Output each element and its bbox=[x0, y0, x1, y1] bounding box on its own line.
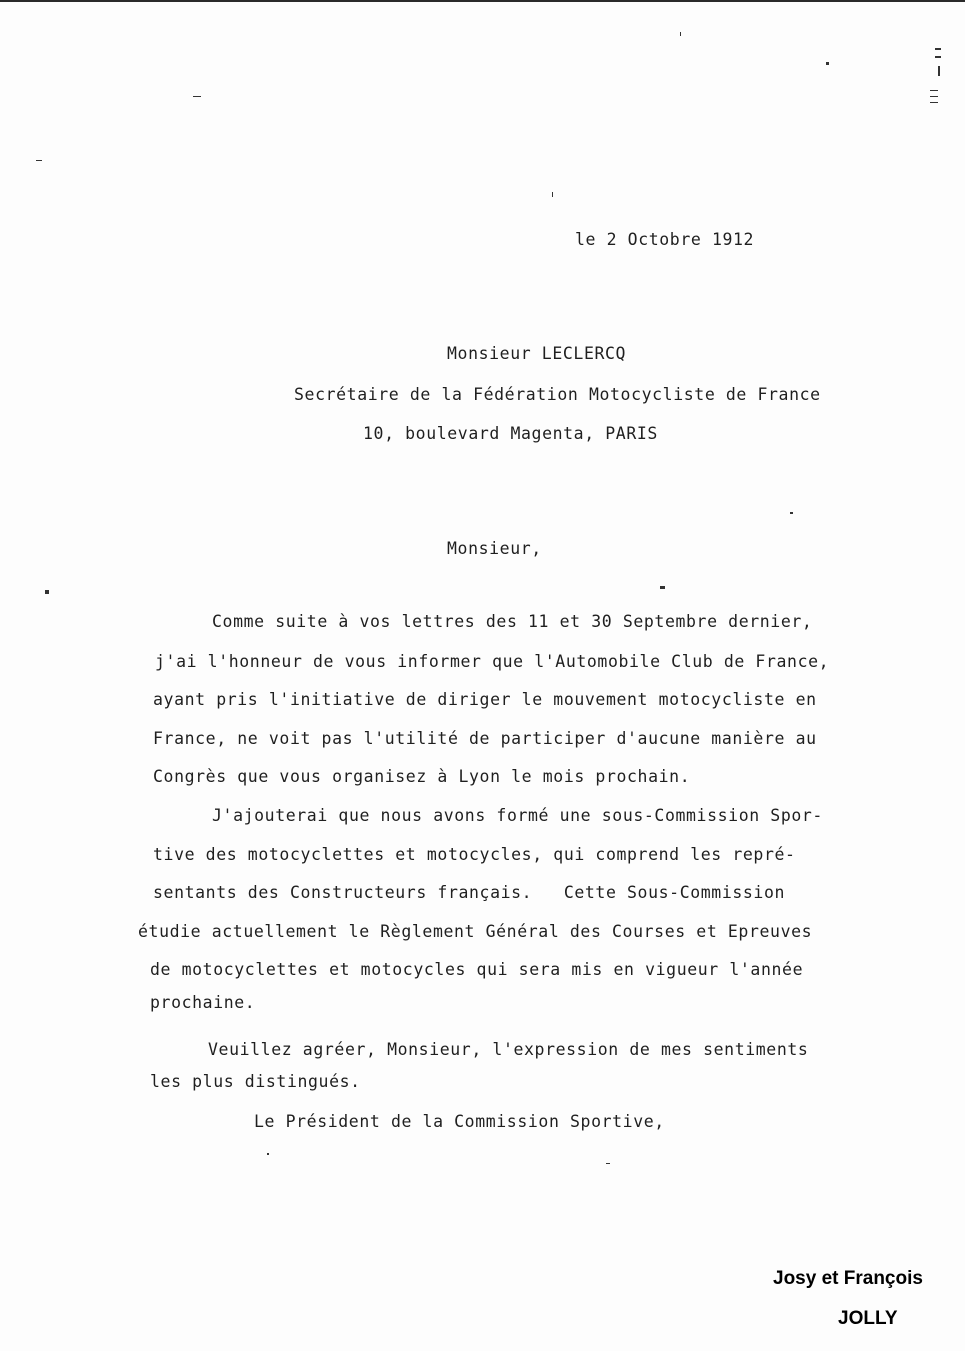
body-line: j'ai l'honneur de vous informer que l'Automobile Club de France, bbox=[155, 652, 830, 671]
scan-speck bbox=[935, 56, 941, 58]
body-line: France, ne voit pas l'utilité de participer d'aucune manière au bbox=[153, 729, 817, 748]
scan-speck bbox=[660, 586, 665, 589]
scan-speck bbox=[790, 512, 793, 514]
recipient-name: Monsieur LECLERCQ bbox=[447, 344, 627, 363]
scan-speck bbox=[267, 1153, 269, 1155]
scan-speck bbox=[930, 90, 938, 91]
scan-speck bbox=[938, 66, 940, 76]
scan-speck bbox=[36, 160, 42, 161]
scan-speck bbox=[552, 192, 553, 197]
scan-speck bbox=[193, 96, 201, 97]
scan-speck bbox=[930, 96, 938, 97]
scan-speck bbox=[935, 48, 941, 50]
body-line: Veuillez agréer, Monsieur, l'expression de mes sentiments bbox=[208, 1040, 809, 1059]
body-line: Congrès que vous organisez à Lyon le mois prochain. bbox=[153, 767, 691, 786]
scan-speck bbox=[826, 62, 829, 65]
scan-speck bbox=[45, 590, 49, 594]
watermark-line2: JOLLY bbox=[838, 1308, 898, 1329]
watermark-line1: Josy et François bbox=[773, 1268, 923, 1289]
scan-speck bbox=[606, 1163, 610, 1164]
scan-speck bbox=[930, 102, 938, 103]
body-line: Comme suite à vos lettres des 11 et 30 Septembre dernier, bbox=[212, 612, 813, 631]
closing: Le Président de la Commission Sportive, bbox=[254, 1112, 665, 1131]
scan-speck bbox=[680, 32, 681, 36]
body-line: ayant pris l'initiative de diriger le mouvement motocycliste en bbox=[153, 690, 817, 709]
body-line: sentants des Constructeurs français. Cette Sous-Commission bbox=[153, 883, 786, 902]
body-line: tive des motocyclettes et motocycles, qui comprend les repré- bbox=[153, 845, 796, 864]
recipient-title: Secrétaire de la Fédération Motocycliste de France bbox=[294, 385, 821, 404]
body-line: de motocyclettes et motocycles qui sera mis en vigueur l'année bbox=[150, 960, 804, 979]
salutation: Monsieur, bbox=[447, 539, 542, 558]
page-top-edge bbox=[0, 0, 965, 2]
body-line: J'ajouterai que nous avons formé une sous-Commission Spor- bbox=[212, 806, 823, 825]
body-line: les plus distingués. bbox=[150, 1072, 361, 1091]
letter-date: le 2 Octobre 1912 bbox=[575, 230, 755, 249]
recipient-address: 10, boulevard Magenta, PARIS bbox=[363, 424, 658, 443]
body-line: étudie actuellement le Règlement Général des Courses et Epreuves bbox=[138, 922, 813, 941]
body-line: prochaine. bbox=[150, 993, 256, 1012]
